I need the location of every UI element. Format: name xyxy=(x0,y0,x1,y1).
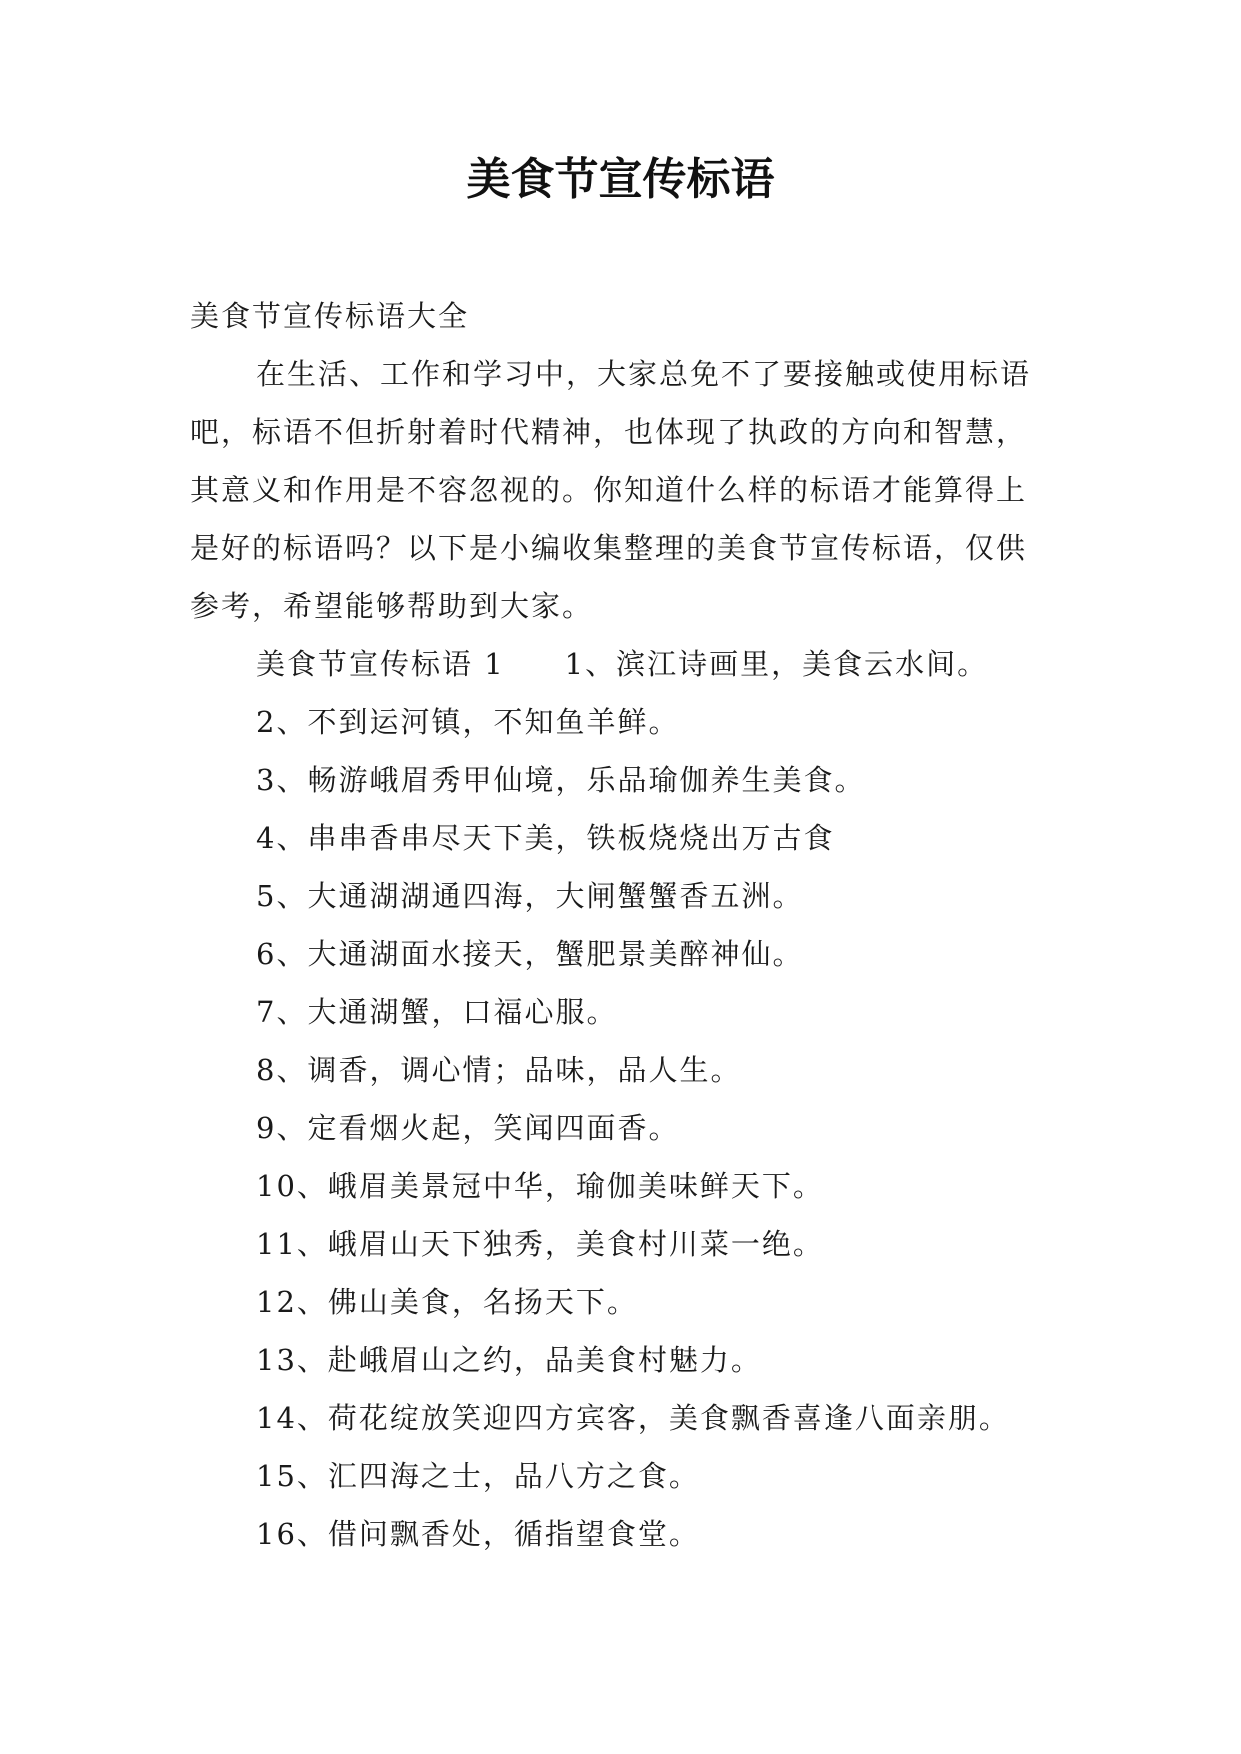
section-heading: 美食节宣传标语 1 xyxy=(256,647,505,681)
list-item: 13、赴峨眉山之约，品美食村魅力。 xyxy=(256,1343,762,1377)
list-item: 5、大通湖湖通四海，大闸蟹蟹香五洲。 xyxy=(256,879,804,913)
page-title: 美食节宣传标语 xyxy=(466,154,775,205)
list-item: 15、汇四海之士，品八方之食。 xyxy=(256,1459,700,1493)
list-item: 12、佛山美食，名扬天下。 xyxy=(256,1285,638,1319)
list-item: 6、大通湖面水接天，蟹肥景美醉神仙。 xyxy=(256,937,804,971)
list-item: 7、大通湖蟹，口福心服。 xyxy=(256,995,618,1029)
intro-paragraph: 在生活、工作和学习中，大家总免不了要接触或使用标语吧，标语不但折射着时代精神，也体现了执政的方向和智慧，其意义和作用是不容忽视的。你知道什么样的标语才能算得上是好的标语吗？以下是小编收集整理的美食节宣传标语，仅供参考，希望能够帮助到大家。 xyxy=(190,357,1032,623)
list-item: 4、串串香串尽天下美，铁板烧烧出万古食 xyxy=(256,821,835,855)
list-item: 11、峨眉山天下独秀，美食村川菜一绝。 xyxy=(256,1227,824,1261)
list-item: 3、畅游峨眉秀甲仙境，乐品瑜伽养生美食。 xyxy=(256,763,866,797)
list-item: 14、荷花绽放笑迎四方宾客，美食飘香喜逢八面亲朋。 xyxy=(256,1401,1010,1435)
document-body xyxy=(190,287,1070,1563)
list-item: 9、定看烟火起，笑闻四面香。 xyxy=(256,1111,680,1145)
list-item: 2、不到运河镇，不知鱼羊鲜。 xyxy=(256,705,680,739)
subtitle: 美食节宣传标语大全 xyxy=(190,299,470,333)
list-item: 8、调香，调心情；品味，品人生。 xyxy=(256,1053,742,1087)
section-first-line xyxy=(190,635,1070,693)
list-item: 10、峨眉美景冠中华，瑜伽美味鲜天下。 xyxy=(256,1169,824,1203)
list-item: 1、滨江诗画里，美食云水间。 xyxy=(564,647,989,681)
list-item: 16、借问飘香处，循指望食堂。 xyxy=(256,1517,700,1551)
